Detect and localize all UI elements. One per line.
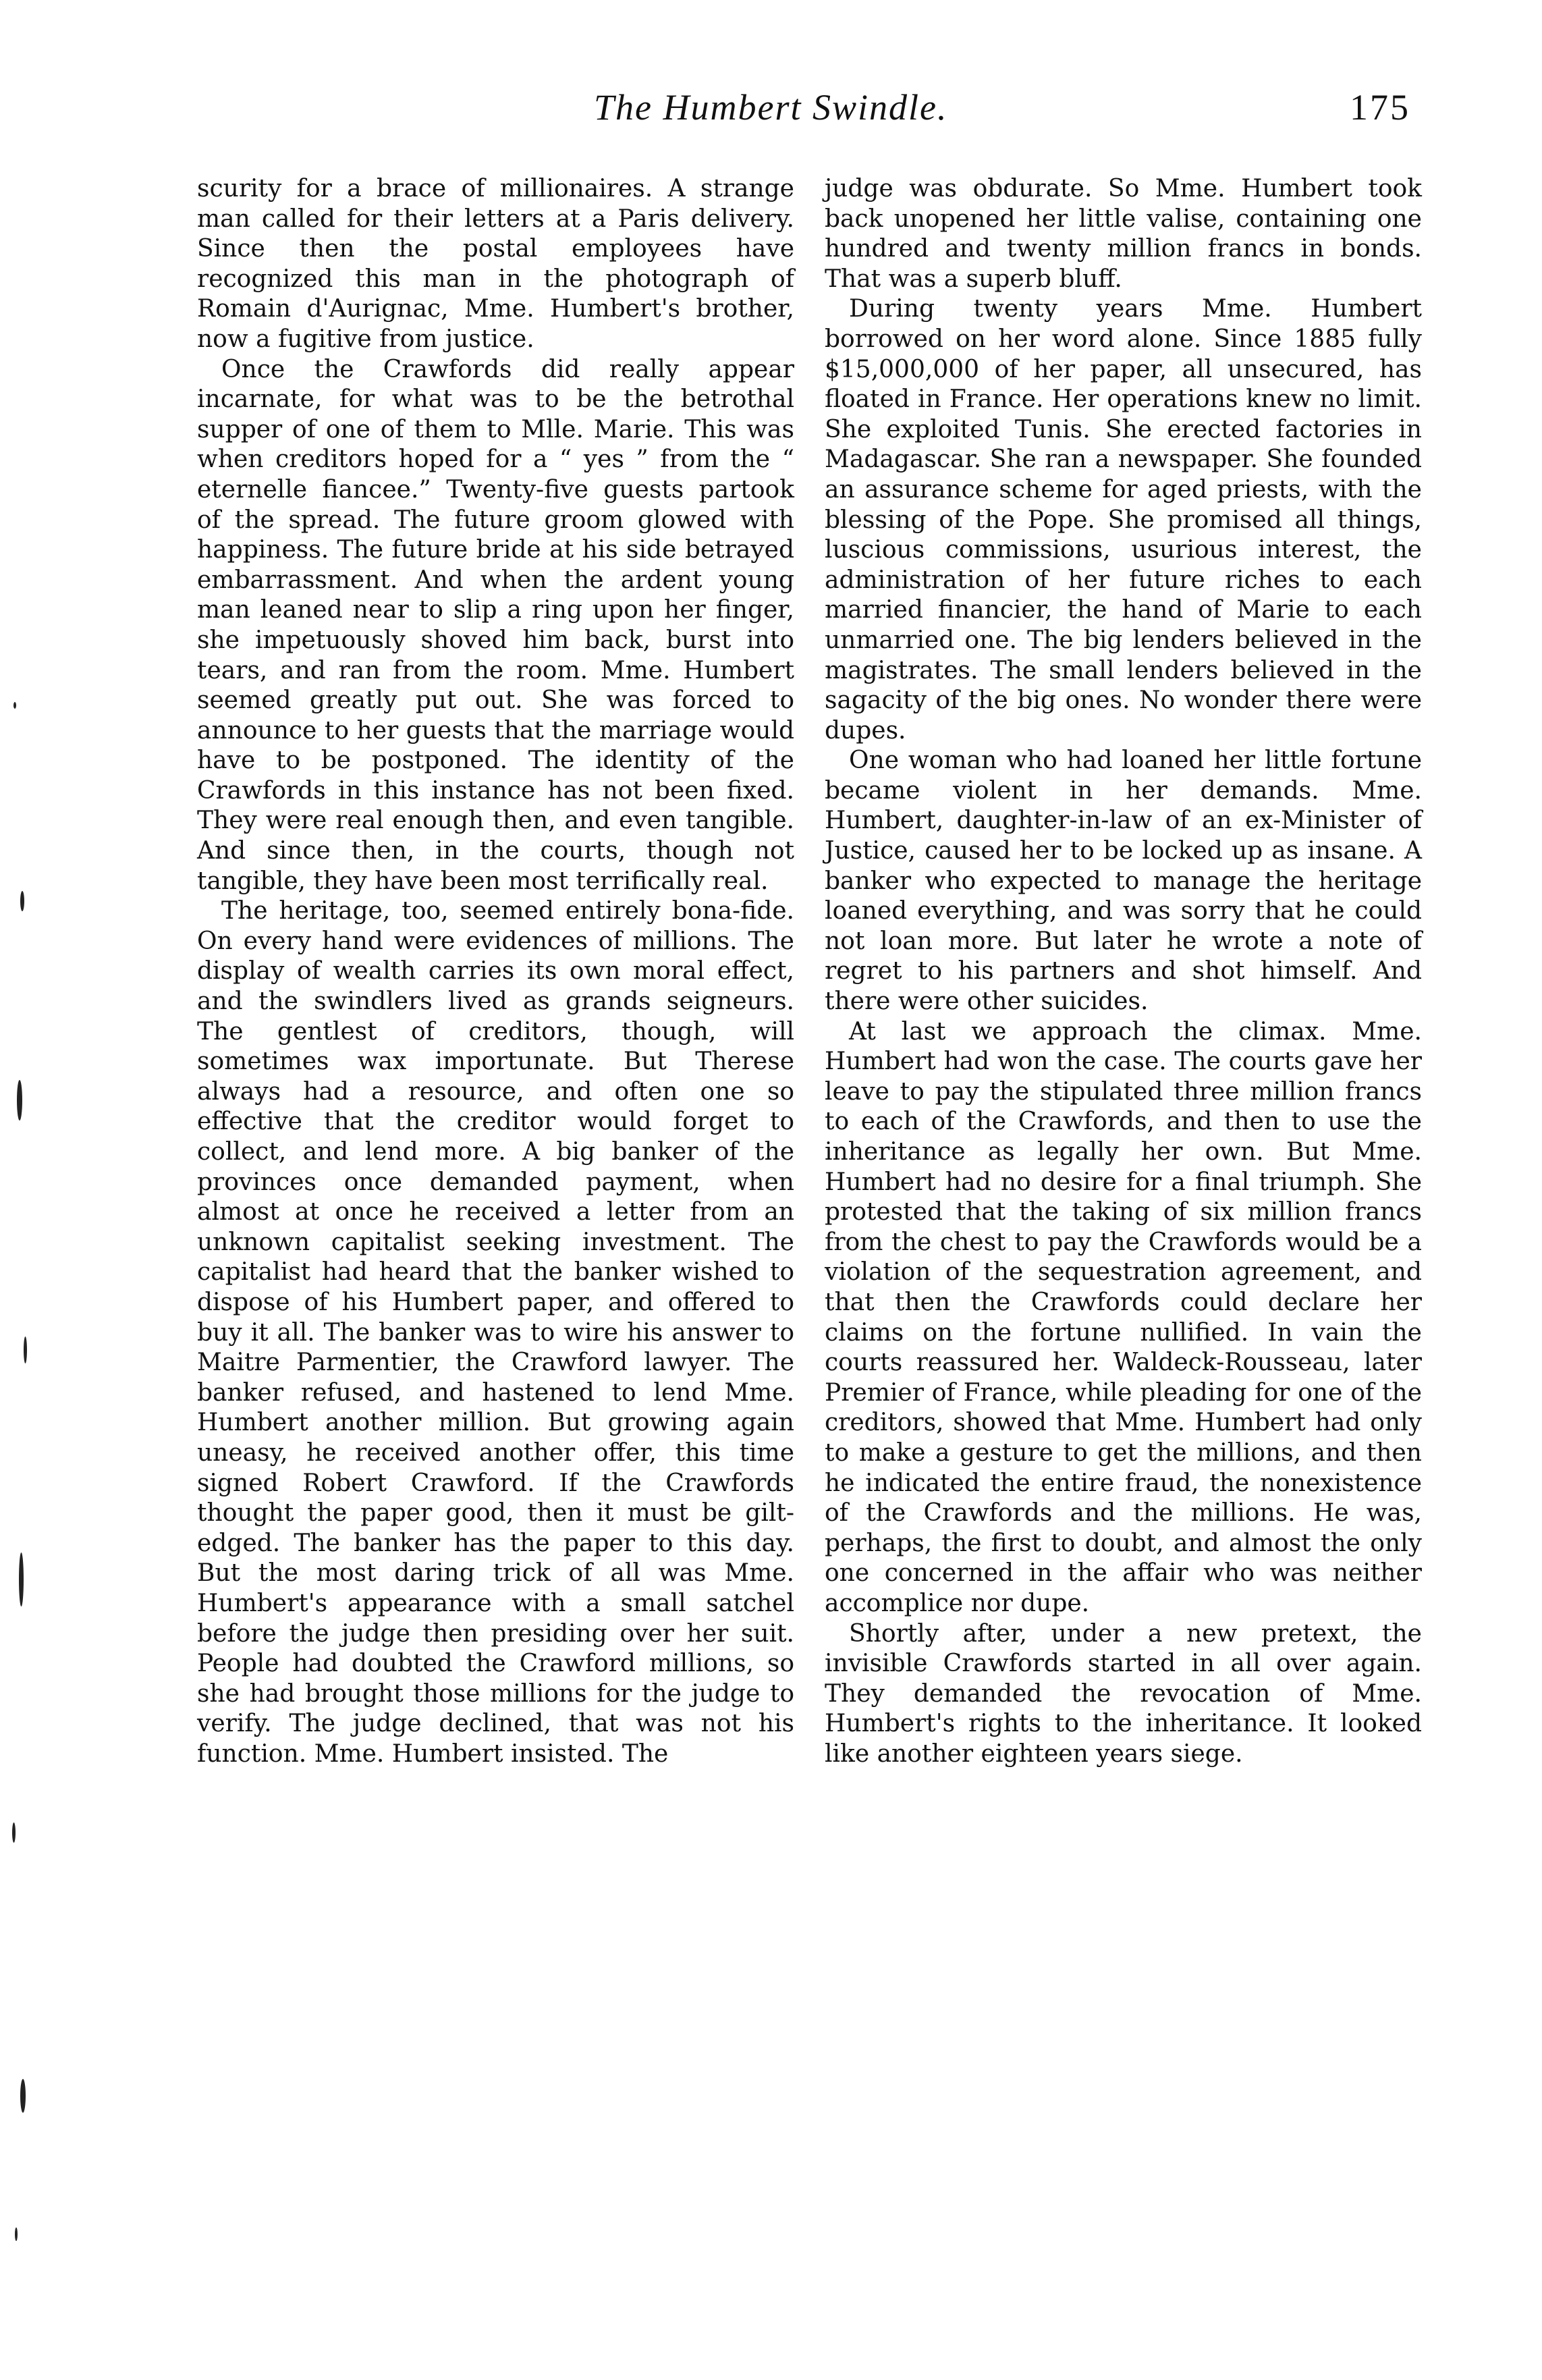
scan-speck (15, 2227, 18, 2241)
running-title: The Humbert Swindle. (594, 87, 948, 128)
paragraph: At last we approach the climax. Mme. Humbert had won the case. The courts gave her leave to pay the stipulated three million francs to each of the Crawfords, and then to use the inheritance as legally her own. But Mme. Humbert had no desire for a final triumph. She protested that the taking of six million francs from the chest to pay the Crawfords would be a violation of the sequestration agreement, and that then the Crawfords could declare her claims on the fortune nullified. In vain the courts reassured her. Waldeck-Rousseau, later Premier of France, while pleading for one of the creditors, showed that Mme. Humbert had only to make a gesture to get the millions, and then he indicated the entire fraud, the nonexistence of the Crawfords and the millions. He was, perhaps, the first to doubt, and almost the only one concerned in the affair who was neither accomplice nor dupe. (825, 1017, 1422, 1617)
scan-speck (19, 1552, 24, 1606)
paragraph: judge was obdurate. So Mme. Humbert took back unopened her little valise, containing one hundred and twenty million francs in bonds. That was a superb bluff. (825, 175, 1422, 293)
paragraph: scurity for a brace of millionaires. A strange man called for their letters at a Paris delivery. Since then the postal employees have recognized this man in the photograph of Romain d'Aurignac, Mme. Humbert's brother, now a fugitive from justice. (197, 175, 794, 353)
paragraph: Shortly after, under a new pretext, the invisible Crawfords started in all over again. They demanded the revocation of Mme. Humbert's rights to the inheritance. It looked like another eighteen years siege. (825, 1619, 1422, 1768)
scan-speck (20, 2079, 26, 2113)
paragraph: One woman who had loaned her little fortune became violent in her demands. Mme. Humbert, daughter-in-law of an ex-Minister of Justice, caused her to be locked up as insane. A banker who expected to manage the heritage loaned everything, and was sorry that he could not loan more. But later he wrote a note of regret to his partners and shot himself. And there were other suicides. (825, 747, 1422, 1016)
page-number: 175 (1350, 87, 1410, 128)
left-column (197, 174, 794, 1769)
paragraph: During twenty years Mme. Humbert borrowed on her word alone. Since 1885 fully $15,000,000 of her paper, all unsecured, has floated in France. Her operations knew no limit. She exploited Tunis. She erected factories in Madagascar. She ran a newspaper. She founded an assurance scheme for aged priests, with the blessing of the Pope. She promised all things, luscious commissions, usurious interest, the administration of her future riches to each married financier, the hand of Marie to each unmarried one. The big lenders believed in the magistrates. The small lenders believed in the sagacity of the big ones. No wonder there were dupes. (825, 295, 1422, 745)
scan-speck (24, 1336, 27, 1363)
scan-speck (12, 1822, 16, 1843)
scan-speck (20, 891, 24, 911)
right-column (825, 174, 1422, 1769)
scan-edge-noise (0, 675, 47, 2295)
scan-speck (13, 702, 16, 709)
paragraph: The heritage, too, seemed entirely bona-fide. On every hand were evidences of millions. The display of wealth carries its own moral effect, and the swindlers lived as grands seigneurs. The gentlest of creditors, though, will sometimes wax importunate. But Therese always had a resource, and often one so effective that the creditor would forget to collect, and lend more. A big banker of the provinces once demanded payment, when almost at once he received a letter from an unknown capitalist seeking investment. The capitalist had heard that the banker wished to dispose of his Humbert paper, and offered to buy it all. The banker was to wire his answer to Maitre Parmentier, the Crawford lawyer. The banker refused, and hastened to lend Mme. Humbert another million. But growing again uneasy, he received another offer, this time signed Robert Crawford. If the Crawfords thought the paper good, then it must be gilt-edged. The banker has the paper to this day. But the most daring trick of all was Mme. Humbert's appearance with a small satchel before the judge then presiding over her suit. People had doubted the Crawford millions, so she had brought those millions for the judge to verify. The judge declined, that was not his function. Mme. Humbert insisted. The (197, 897, 794, 1768)
running-head (196, 86, 1410, 140)
paragraph: Once the Crawfords did really appear incarnate, for what was to be the betrothal supper of one of them to Mlle. Marie. This was when creditors hoped for a “ yes ” from the “ eternelle fiancee.” Twenty-five guests partook of the spread. The future groom glowed with happiness. The future bride at his side betrayed embarrassment. And when the ardent young man leaned near to slip a ring upon her finger, she impetuously shoved him back, burst into tears, and ran from the room. Mme. Humbert seemed greatly put out. She was forced to announce to her guests that the marriage would have to be postponed. The identity of the Crawfords in this instance has not been fixed. They were real enough then, and even tangible. And since then, in the courts, though not tangible, they have been most terrifically real. (197, 355, 794, 895)
scan-speck (17, 1080, 22, 1120)
